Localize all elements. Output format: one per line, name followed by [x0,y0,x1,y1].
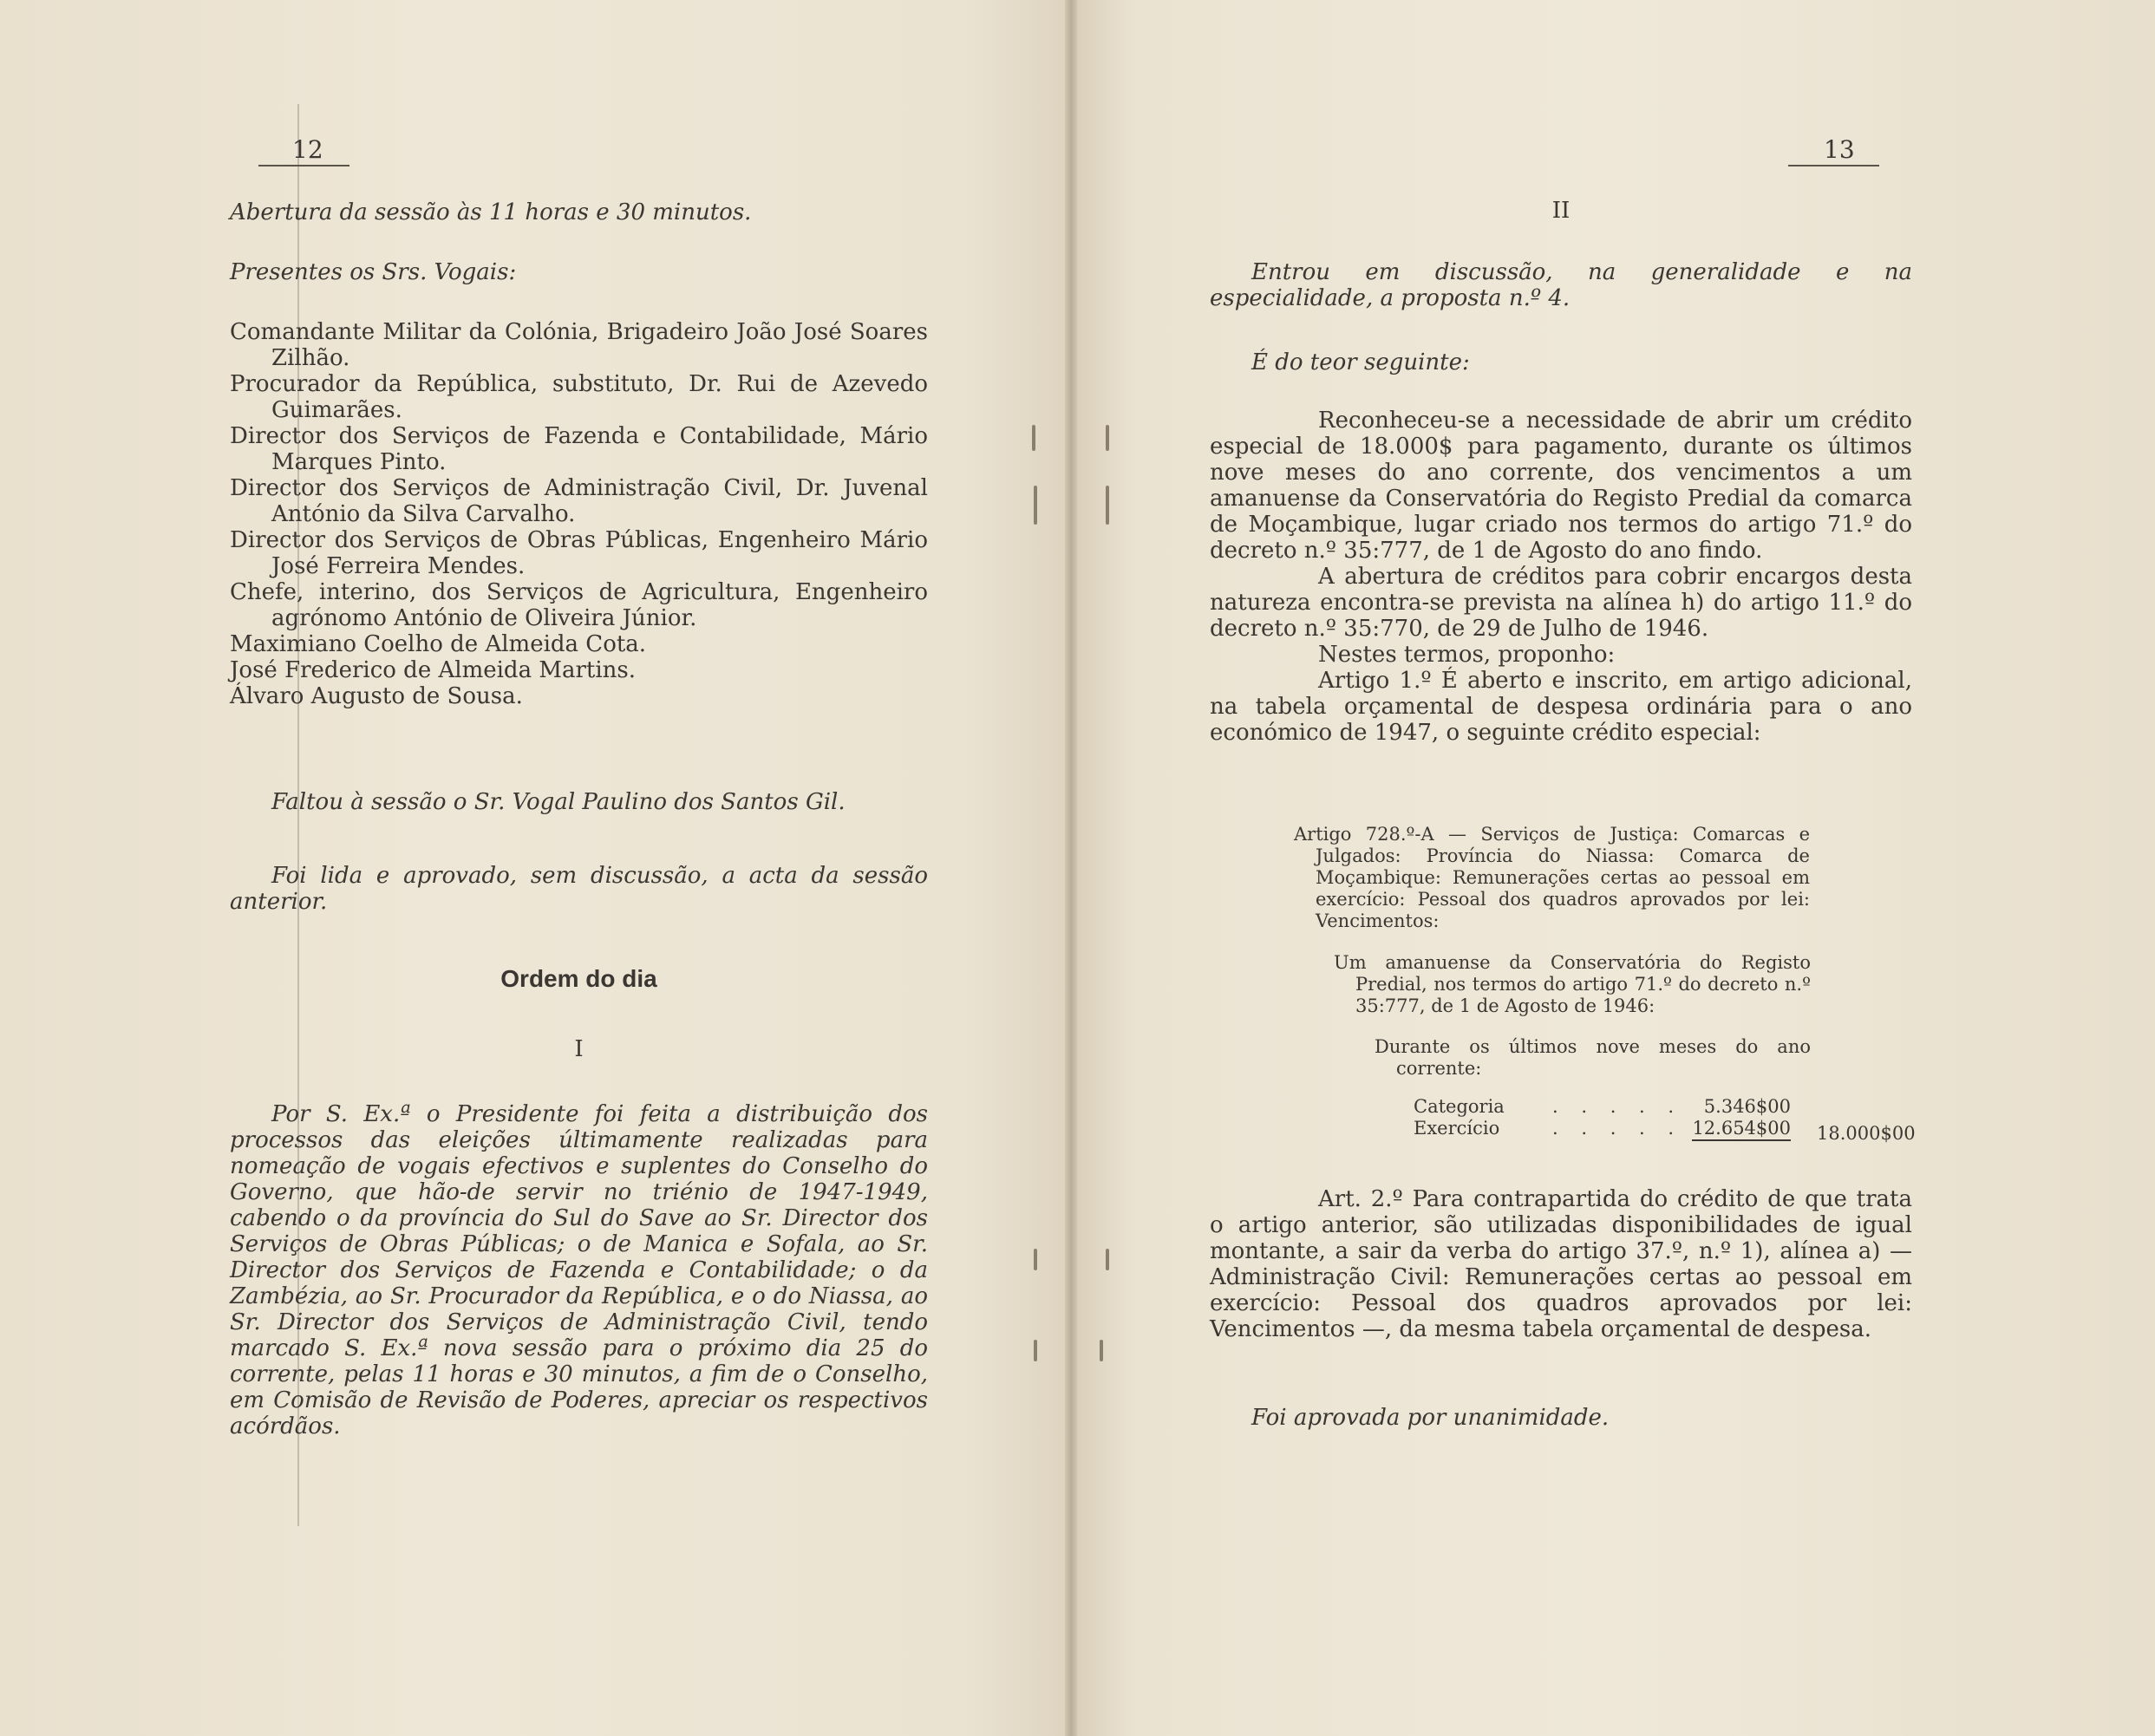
stitch-mark [1034,1249,1037,1270]
table-label: Exercício [1414,1118,1500,1139]
sub-sub-block: Durante os últimos nove meses do ano corrente: [1375,1036,1811,1079]
agenda-title: Ordem do dia [500,965,657,992]
member-item: Chefe, interino, dos Serviços de Agricultura, Engenheiro agrónomo António de Oliveira Júnior. [230,579,928,631]
stitch-mark [1100,1340,1103,1361]
stitch-mark [1034,1340,1037,1361]
page-number: 13 [1824,135,1855,164]
proposal-paragraph: A abertura de créditos para cobrir encargos desta natureza encontra-se prevista na alínea h) do artigo 11.º do decreto n.º 35:770, de 29 de Julho de 1946. [1210,564,1912,642]
member-item: Maximiano Coelho de Almeida Cota. [230,631,647,657]
table-value: 12.654$00 [1692,1118,1791,1141]
proposal-body [1210,408,1912,746]
member-item: Álvaro Augusto de Sousa. [230,683,523,709]
page-number: 12 [292,135,323,164]
table-label: Categoria [1414,1096,1505,1117]
article-two: Art. 2.º Para contrapartida do crédito de que trata o artigo anterior, são utilizadas disponibilidades de igual montante, a sair da verba do artigo 37.º, n.º 1), alínea a) — Administração Civil: Remunerações certas ao pessoal em exercício: Pessoal dos quadros aprovados por lei: Vencimentos —, da mesma tabela orçamental de despesa. [1210,1186,1912,1342]
table-row [1414,1096,1791,1118]
section-number: II [1551,198,1571,224]
table-value: 5.346$00 [1703,1096,1791,1117]
present-heading: Presentes os Srs. Vogais: [230,259,517,285]
page-number-rule [1788,165,1879,166]
proposal-paragraph: Artigo 1.º É aberto e inscrito, em artigo adicional, na tabela orçamental de despesa ordinária para o ano económico de 1947, o seguinte crédito especial: [1210,668,1912,746]
members-list [230,319,928,709]
member-item: Comandante Militar da Colónia, Brigadeiro João José Soares Zilhão. [230,319,928,371]
table-total: 18.000$00 [1817,1123,1916,1144]
tenor-heading: É do teor seguinte: [1251,349,1470,375]
stitch-mark [1032,425,1035,451]
table-dots: . . . . . [1552,1096,1683,1117]
approval-note: Foi aprovada por unanimidade. [1251,1405,1610,1431]
member-item: Director dos Serviços de Administração Civil, Dr. Juvenal António da Silva Carvalho. [230,475,928,527]
stitch-mark [1106,1249,1109,1270]
book-gutter [1065,0,1077,1736]
table-dots: . . . . . [1552,1118,1683,1139]
section-text: Por S. Ex.ª o Presidente foi feita a distribuição dos processos das eleições últimamente realizadas para nomeação de vogais efectivos e suplentes do Conselho do Governo, que hão-de servir no triénio de 1947-1949, cabendo o da província do Sul do Save ao Sr. Director dos Serviços de Obras Públicas; o de Manica e Sofala, ao Sr. Director dos Serviços de Fazenda e Contabilidade; o da Zambézia, ao Sr. Procurador da República, e o do Niassa, ao Sr. Director dos Serviços de Administração Civil, tendo marcado S. Ex.ª nova sessão para o próximo dia 25 do corrente, pelas 11 horas e 30 minutos, a fim de o Conselho, em Comisão de Revisão de Poderes, apreciar os respectivos acórdãos. [230,1101,928,1439]
page-number-rule [258,165,349,166]
proposal-paragraph: Nestes termos, proponho: [1318,642,1616,668]
proposal-intro: Entrou em discussão, na generalidade e na especialidade, a proposta n.º 4. [1210,259,1912,311]
stitch-mark [1106,486,1109,525]
member-item: Director dos Serviços de Obras Públicas, Engenheiro Mário José Ferreira Mendes. [230,527,928,579]
proposal-paragraph: Reconheceu-se a necessidade de abrir um crédito especial de 18.000$ para pagamento, durante os últimos nove meses do ano corrente, dos vencimentos a um amanuense da Conservatória do Registo Predial da comarca de Moçambique, lugar criado nos termos do artigo 71.º do decreto n.º 35:777, de 1 de Agosto do ano findo. [1210,408,1912,564]
table-row [1414,1118,1791,1139]
article-block: Artigo 728.º-A — Serviços de Justiça: Comarcas e Julgados: Província do Niassa: Comarca de Moçambique: Remunerações certas ao pessoal em exercício: Pessoal dos quadros aprovados por lei: Vencimentos: [1294,824,1810,931]
sub-block: Um amanuense da Conservatória do Registo Predial, nos termos do artigo 71.º do decreto n.º 35:777, de 1 de Agosto de 1946: [1334,952,1811,1016]
member-item: José Frederico de Almeida Martins. [230,657,636,683]
minutes-note: Foi lida e aprovado, sem discussão, a acta da sessão anterior. [230,863,928,915]
member-item: Director dos Serviços de Fazenda e Contabilidade, Mário Marques Pinto. [230,423,928,475]
section-number: I [574,1036,584,1062]
stitch-mark [1034,486,1037,525]
member-item: Procurador da República, substituto, Dr. Rui de Azevedo Guimarães. [230,371,928,423]
absent-note: Faltou à sessão o Sr. Vogal Paulino dos Santos Gil. [271,789,846,815]
stitch-mark [1106,425,1109,451]
session-opening: Abertura da sessão às 11 horas e 30 minutos. [230,199,752,225]
